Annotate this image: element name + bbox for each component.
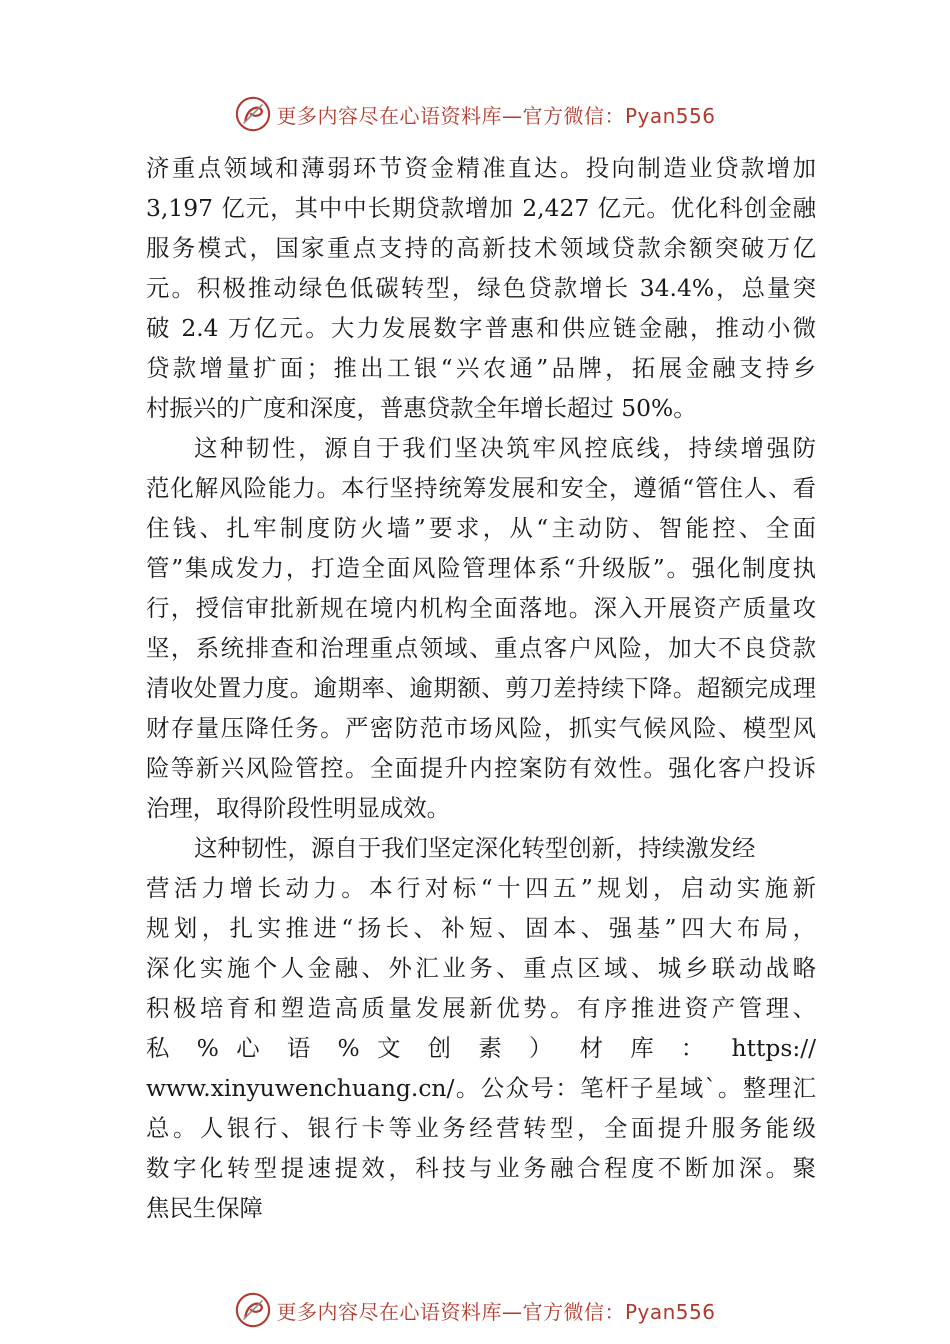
text-line: 总。人银行、银行卡等业务经营转型，全面提升服务能级 [146, 1114, 816, 1142]
text-line: 贷款增量扩面；推出工银“兴农通”品牌，拓展金融支持乡 [146, 354, 816, 382]
text-line: 规划，扎实推进“扬长、补短、固本、强基”四大布局， [146, 914, 816, 942]
text-line: 元。积极推动绿色低碳转型，绿色贷款增长 34.4%，总量突 [146, 274, 816, 302]
text-line: 坚，系统排查和治理重点领域、重点客户风险，加大不良贷款 [146, 634, 816, 662]
paragraph-1 [146, 148, 816, 428]
text-line: 焦民生保障 [146, 1194, 263, 1222]
text-line: 3,197 亿元，其中中长期贷款增加 2,427 亿元。优化科创金融 [146, 194, 816, 222]
document-body [146, 148, 816, 1228]
text-line: 村振兴的广度和深度，普惠贷款全年增长超过 50%。 [146, 394, 697, 422]
paragraph-3 [146, 828, 816, 1228]
text-line: 治理，取得阶段性明显成效。 [146, 794, 451, 822]
text-line: 破 2.4 万亿元。大力发展数字普惠和供应链金融，推动小微 [146, 314, 816, 342]
swirl-logo-icon [234, 1291, 272, 1329]
paragraph-2 [146, 428, 816, 828]
banner-text: 更多内容尽在心语资料库—官方微信：Pyan556 [276, 103, 716, 128]
text-line: 这种韧性，源自于我们坚决筑牢风控底线，持续增强防 [194, 434, 816, 462]
text-line: 深化实施个人金融、外汇业务、重点区域、城乡联动战略 [146, 954, 816, 982]
text-line: 私 % 心 语 % 文 创 素 ） 材 库 ： https:// [146, 1034, 816, 1062]
text-line: 行，授信审批新规在境内机构全面落地。深入开展资产质量攻 [146, 594, 816, 622]
text-line: www.xinyuwenchuang.cn/。公众号：笔杆子星域`。整理汇 [146, 1074, 816, 1102]
text-line: 这种韧性，源自于我们坚定深化转型创新，持续激发经 [194, 834, 756, 862]
text-line: 积极培育和塑造高质量发展新优势。有序推进资产管理、 [146, 994, 816, 1022]
text-line: 财存量压降任务。严密防范市场风险，抓实气候风险、模型风 [146, 714, 816, 742]
text-line: 营活力增长动力。本行对标“十四五”规划，启动实施新 [146, 874, 816, 902]
text-line: 范化解风险能力。本行坚持统筹发展和安全，遵循“管住人、看 [146, 474, 816, 502]
text-line: 险等新兴风险管控。全面提升内控案防有效性。强化客户投诉 [146, 754, 816, 782]
text-line: 济重点领域和薄弱环节资金精准直达。投向制造业贷款增加 [146, 154, 816, 182]
text-line: 住钱、扎牢制度防火墙”要求，从“主动防、智能控、全面 [146, 514, 816, 542]
banner-text: 更多内容尽在心语资料库—官方微信：Pyan556 [276, 1299, 716, 1324]
header-banner [0, 92, 950, 136]
text-line: 数字化转型提速提效，科技与业务融合程度不断加深。聚 [146, 1154, 816, 1182]
footer-banner [0, 1288, 950, 1332]
swirl-logo-icon [234, 95, 272, 133]
text-line: 管”集成发力，打造全面风险管理体系“升级版”。强化制度执 [146, 554, 816, 582]
text-line: 清收处置力度。逾期率、逾期额、剪刀差持续下降。超额完成理 [146, 674, 816, 702]
text-line: 服务模式，国家重点支持的高新技术领域贷款余额突破万亿 [146, 234, 816, 262]
